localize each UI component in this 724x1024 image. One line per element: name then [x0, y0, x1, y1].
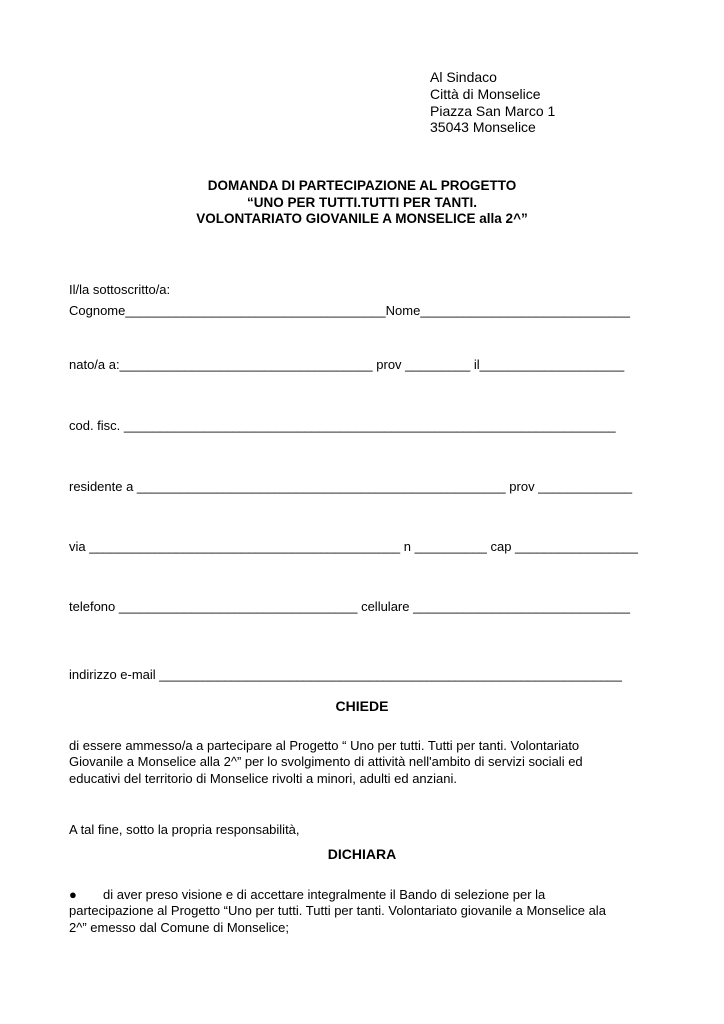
- document-title: [0, 178, 724, 228]
- title-line: “UNO PER TUTTI.TUTTI PER TANTI.: [247, 194, 477, 210]
- dichiara-item: [69, 887, 630, 936]
- dichiara-item-text: di aver preso visione e di accettare integralmente il Bando di selezione per la: [103, 887, 546, 902]
- title-line: VOLONTARIATO GIOVANILE A MONSELICE alla 2^”: [196, 211, 528, 226]
- dichiara-item-line: [69, 887, 630, 903]
- codice-fiscale-field: cod. fisc. ____________________________________________________________________: [69, 418, 616, 433]
- email-field: indirizzo e-mail ________________________________________________________________: [69, 667, 623, 682]
- title-line: DOMANDA DI PARTECIPAZIONE AL PROGETTO: [207, 178, 517, 193]
- recipient-line: Al Sindaco: [430, 69, 497, 85]
- chiede-text-line: di essere ammesso/a a partecipare al Progetto “ Uno per tutti. Tutti per tanti. Volontariato: [69, 738, 580, 753]
- cognome-nome-field: Cognome____________________________________Nome_____________________________: [69, 303, 630, 318]
- dichiara-item-line: 2^” emesso dal Comune di Monselice;: [69, 919, 289, 935]
- bullet-icon: ●: [69, 887, 77, 902]
- dichiara-intro: A tal fine, sotto la propria responsabilità,: [69, 822, 300, 837]
- dichiara-item-line: partecipazione al Progetto “Uno per tutti. Tutti per tanti. Volontariato giovanile a Monselice ala: [69, 903, 606, 919]
- chiede-text-line: Giovanile a Monselice alla 2^” per lo svolgimento di attività nell'ambito di servizi sociali ed: [69, 754, 583, 770]
- dichiara-heading: DICHIARA: [327, 846, 397, 862]
- intro-text: Il/la sottoscritto/a:: [69, 282, 171, 297]
- recipient-line: Piazza San Marco 1: [430, 102, 556, 119]
- recipient-line: Città di Monselice: [430, 85, 541, 102]
- birth-field: nato/a a:___________________________________ prov _________ il____________________: [69, 357, 625, 372]
- address-field: via ___________________________________________ n __________ cap _________________: [69, 539, 638, 554]
- chiede-text: [69, 738, 630, 787]
- chiede-text-line: educativi del territorio di Monselice rivolti a minori, adulti ed anziani.: [69, 770, 458, 786]
- recipient-address: [430, 69, 555, 136]
- recipient-line: 35043 Monselice: [430, 119, 536, 136]
- residence-field: residente a ___________________________________________________ prov _____________: [69, 479, 633, 494]
- chiede-heading: CHIEDE: [335, 698, 389, 714]
- phone-field: telefono _________________________________ cellulare ______________________________: [69, 599, 630, 614]
